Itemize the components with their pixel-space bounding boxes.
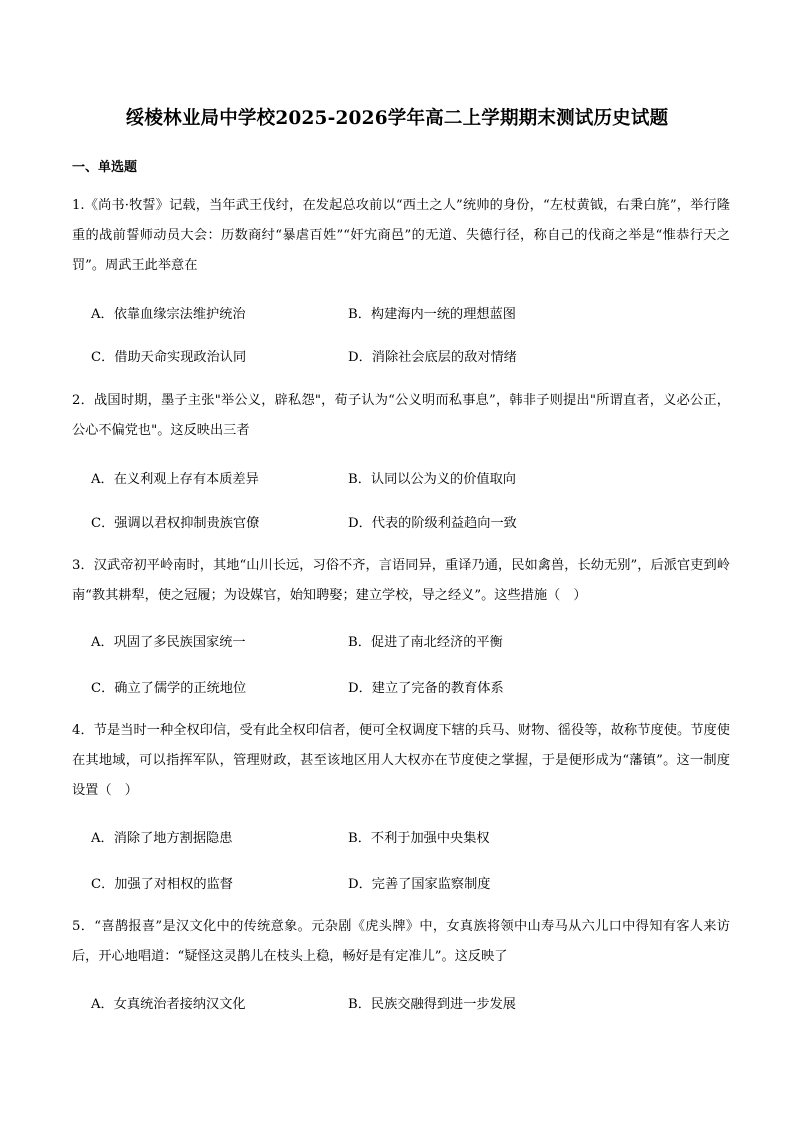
question-3-option-d[interactable]: D．建立了完备的教育体系 bbox=[348, 681, 504, 696]
question-5-option-b[interactable]: B．民族交融得到进一步发展 bbox=[348, 997, 516, 1012]
question-3-stem: 3．汉武帝初平岭南时，其地“山川长远，习俗不齐，言语同异，重译乃通，民如禽兽，长幼无别”，后派官吏到岭南“教其耕犁，使之冠履；为设媒官，始知聘娶；建立学校，导之经义”。这些措施（ ） bbox=[72, 558, 730, 603]
question-2-option-d[interactable]: D．代表的阶级利益趋向一致 bbox=[348, 516, 517, 531]
question-4-option-a[interactable]: A．消除了地方割据隐患 bbox=[91, 831, 233, 846]
question-1-option-a[interactable]: A．依靠血缘宗法维护统治 bbox=[91, 307, 246, 322]
question-3-option-b[interactable]: B．促进了南北经济的平衡 bbox=[348, 635, 503, 650]
page-title: 绥棱林业局中学校2025-2026学年高二上学期期末测试历史试题 bbox=[125, 108, 669, 129]
question-1-option-b[interactable]: B．构建海内一统的理想蓝图 bbox=[348, 307, 516, 322]
question-4-option-b[interactable]: B．不利于加强中央集权 bbox=[348, 831, 490, 846]
question-2-option-c[interactable]: C．强调以君权抑制贵族官僚 bbox=[91, 516, 260, 531]
question-3-option-a[interactable]: A．巩固了多民族国家统一 bbox=[91, 635, 246, 650]
question-1-stem: 1.《尚书·牧誓》记载，当年武王伐纣，在发起总攻前以“西土之人”统帅的身份，“左杖黄钺，右秉白旄”，举行隆重的战前誓师动员大会：历数商纣“暴虐百姓”“奸宄商邑”的无道、失德行径，称自己的伐商之举是“惟恭行天之罚”。周武王此举意在 bbox=[72, 198, 730, 273]
question-5-stem: 5．“喜鹊报喜”是汉文化中的传统意象。元杂剧《虎头牌》中，女真族将领中山寿马从六儿口中得知有客人来访后，开心地唱道：“疑怪这灵鹊儿在枝头上稳，畅好是有定准儿”。这反映了 bbox=[72, 919, 730, 964]
question-4-option-c[interactable]: C．加强了对相权的监督 bbox=[91, 877, 233, 892]
question-1-option-d[interactable]: D．消除社会底层的敌对情绪 bbox=[348, 350, 517, 365]
question-4-stem: 4．节是当时一种全权印信，受有此全权印信者，便可全权调度下辖的兵马、财物、徭役等，故称节度使。节度使在其地域，可以指挥军队，管理财政，甚至该地区用人大权亦在节度使之掌握，于是便形成为“藩镇”。这一制度设置（ ） bbox=[72, 723, 730, 798]
question-1-option-c[interactable]: C．借助天命实现政治认同 bbox=[91, 350, 247, 365]
question-2-stem: 2．战国时期，墨子主张"举公义，辟私怨"，荀子认为“公义明而私事息”，韩非子则提出"所谓直者，义必公正，公心不偏党也"。这反映出三者 bbox=[72, 393, 730, 438]
question-5-option-a[interactable]: A．女真统治者接纳汉文化 bbox=[91, 997, 246, 1012]
question-2-option-b[interactable]: B．认同以公为义的价值取向 bbox=[348, 472, 516, 487]
question-2-option-a[interactable]: A．在义利观上存有本质差异 bbox=[91, 472, 259, 487]
question-3-option-c[interactable]: C．确立了儒学的正统地位 bbox=[91, 681, 247, 696]
section-heading: 一、单选题 bbox=[72, 160, 138, 175]
question-4-option-d[interactable]: D．完善了国家监察制度 bbox=[348, 877, 491, 892]
